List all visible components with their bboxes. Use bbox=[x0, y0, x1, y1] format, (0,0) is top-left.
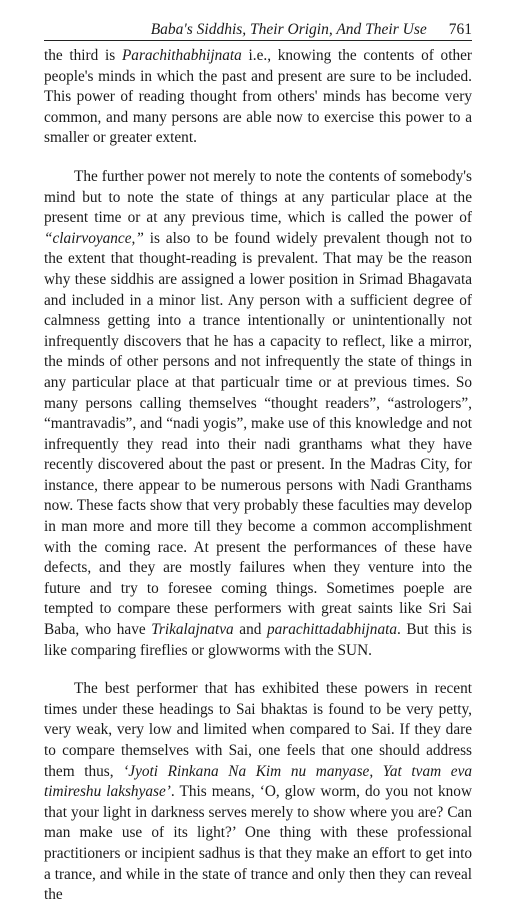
text-segment: and bbox=[233, 621, 267, 639]
text-segment: is also to be found widely prevalent though not to the extent that thought-reading is prevalent. That may be the reason why these siddhis are assigned a lower position in Srimad Bhagavata and included in a minor list. Any person with a sufficient degree of calmness getting into a trance intentionally or unintentionally not infrequently discovers that he has a capacity to reflect, like a mirror, the minds of other persons and not infrequently the state of things in any particular place at that particualr time or at previous times. So many persons calling themselves “thought readers”, “astrologers”, “mantravadis”, and “nadi yogis”, make use of this knowledge and not infrequently they read into their nadi granthams what they have recently discovered about the past or present. In the Madras City, for instance, there appear to be numerous persons with Nadi Granthams now. These facts show that very probably these faculties may develop in man more and more till they become a common accomplishment with the coming race. At present the performances of these have defects, and they are mostly failures when they venture into the future and try to foresee coming things. Sometimes poeple are tempted to compare these performers with great saints like Sri Sai Baba, who have bbox=[44, 229, 472, 639]
italic-term: Parachithabhijnata bbox=[121, 47, 242, 64]
text-segment: The further power not merely to note the contents of somebody's mind but to note the state of things at any particular place at the present time or at any previous time, which is called the power of bbox=[44, 167, 472, 227]
body-text bbox=[44, 46, 472, 906]
text-segment: i.e., knowing the contents of other people's minds in which the past and present are sure to be included. This power of reading thought from others' minds has become very common, and many persons are able now to exercise this power to a smaller or greater extent. bbox=[44, 47, 472, 147]
running-header bbox=[44, 16, 472, 41]
italic-term: Trikalajnatva bbox=[151, 621, 234, 639]
italic-quote: ‘Jyoti Rinkana Na Kim nu manyase, Yat tvam eva timireshu lakshyase’ bbox=[44, 762, 473, 801]
paragraph-3 bbox=[44, 679, 472, 906]
running-title: Baba's Siddhis, Their Origin, And Their Use bbox=[150, 21, 427, 38]
text-segment: The best performer that has exhibited these powers in recent times under these headings to Sai bhaktas is found to be very petty, very weak, very low and limited when compared to Sai. If they dare to compare themselves with Sai, one feels that one should address them thus, bbox=[44, 680, 472, 780]
text-segment: . This means, ‘O, glow worm, do you not know that your light in darkness serves merely to show where you are? Can man make use of its light?’ One thing with these professional practitioners or incipient sadhus is that they make an effort to get into a trance, and while in the state of trance and only then they can reveal the bbox=[44, 783, 472, 904]
paragraph-1 bbox=[44, 46, 472, 149]
page-number: 761 bbox=[448, 21, 472, 38]
text-segment: the third is bbox=[44, 47, 122, 64]
italic-term: parachittadabhijnata bbox=[266, 621, 397, 639]
text-segment: . But this is like comparing fireflies or glowworms with the SUN. bbox=[44, 621, 472, 659]
italic-term: “clairvoyance,” bbox=[44, 229, 144, 247]
paragraph-2 bbox=[44, 167, 472, 661]
